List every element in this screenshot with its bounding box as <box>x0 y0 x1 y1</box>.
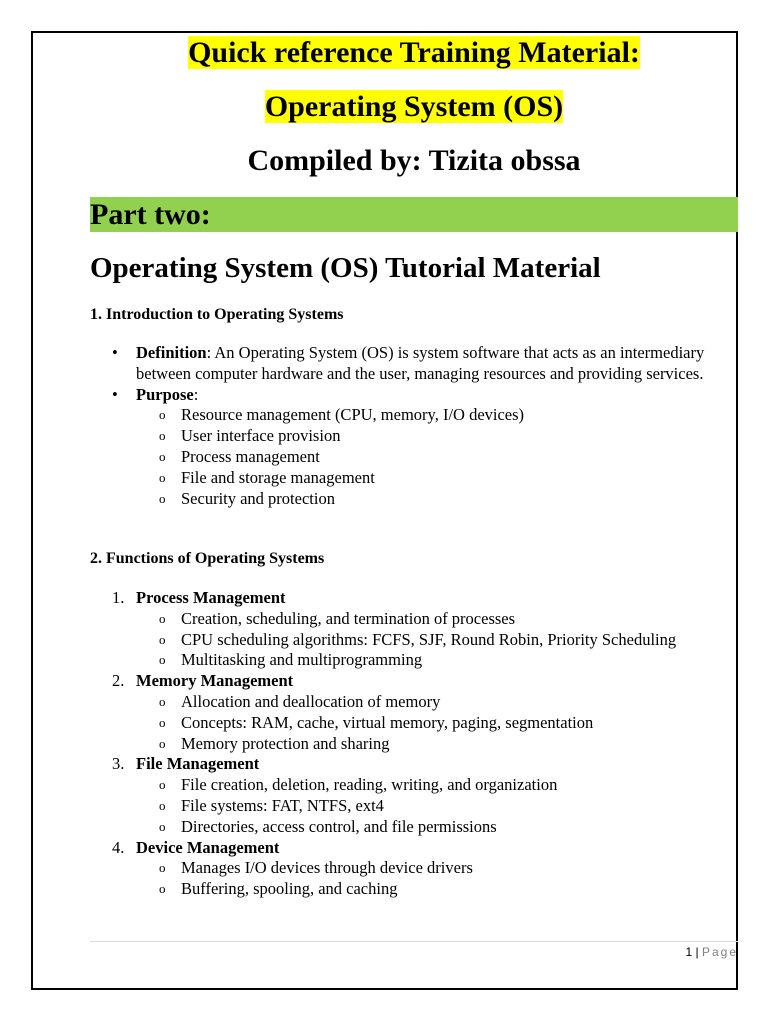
main-title: Operating System (OS) Tutorial Material <box>90 252 601 284</box>
bullet-icon: • <box>112 384 118 404</box>
function-point <box>90 713 738 734</box>
function-item-title-text: Process Management <box>136 588 286 607</box>
function-point-text: Buffering, spooling, and caching <box>181 879 398 899</box>
function-point <box>90 879 738 900</box>
function-item-title <box>90 588 738 609</box>
part-bar <box>90 197 738 232</box>
purpose-point-text: Security and protection <box>181 488 335 508</box>
circle-bullet-icon: o <box>159 610 166 626</box>
function-point-text: File creation, deletion, reading, writing, and organization <box>181 775 558 795</box>
function-item-number: 2. <box>112 671 125 691</box>
page-separator: | <box>692 945 702 959</box>
circle-bullet-icon: o <box>159 714 166 730</box>
purpose-point-text: User interface provision <box>181 426 341 446</box>
function-item-number: 3. <box>112 754 125 774</box>
purpose-point <box>90 468 738 489</box>
circle-bullet-icon: o <box>159 428 166 444</box>
circle-bullet-icon: o <box>159 881 166 897</box>
circle-bullet-icon: o <box>159 448 166 464</box>
function-point <box>90 734 738 755</box>
purpose-item <box>90 385 738 406</box>
purpose-point <box>90 426 738 447</box>
part-label: Part two: <box>90 198 211 231</box>
purpose-point-text: Process management <box>181 446 320 466</box>
section1-list <box>90 343 738 509</box>
circle-bullet-icon: o <box>159 797 166 813</box>
circle-bullet-icon: o <box>159 818 166 834</box>
function-point-text: File systems: FAT, NTFS, ext4 <box>181 795 384 815</box>
function-point-text: Memory protection and sharing <box>181 733 390 753</box>
doc-title-line2 <box>90 88 738 126</box>
circle-bullet-icon: o <box>159 652 166 668</box>
purpose-term: Purpose <box>136 384 194 404</box>
function-point-text: Manages I/O devices through device drivers <box>181 858 473 878</box>
section2-heading: 2. Functions of Operating Systems <box>90 550 325 567</box>
section2-list <box>90 588 738 900</box>
doc-title-line1-text: Quick reference Training Material: <box>188 36 640 69</box>
circle-bullet-icon: o <box>159 631 166 647</box>
circle-bullet-icon: o <box>159 490 166 506</box>
function-point-text: Concepts: RAM, cache, virtual memory, paging, segmentation <box>181 712 594 732</box>
purpose-point <box>90 489 738 510</box>
circle-bullet-icon: o <box>159 777 166 793</box>
function-item-number: 4. <box>112 837 125 857</box>
definition-text: : An Operating System (OS) is system software that acts as an intermediary between computer hardware and the user, managing resources and providing services. <box>136 343 705 383</box>
function-item-number: 1. <box>112 588 125 607</box>
function-point-text: Multitasking and multiprogramming <box>181 650 423 670</box>
doc-title-line2-text: Operating System (OS) <box>264 90 564 123</box>
function-item-title <box>90 838 738 859</box>
doc-title-line1 <box>90 34 738 72</box>
function-point <box>90 796 738 817</box>
function-point <box>90 650 738 671</box>
definition-item <box>90 343 716 385</box>
purpose-point <box>90 405 738 426</box>
function-item-title <box>90 671 738 692</box>
function-point <box>90 609 738 630</box>
purpose-colon: : <box>193 384 199 404</box>
function-point <box>90 817 738 838</box>
definition-term: Definition <box>136 343 207 362</box>
function-point-text: Allocation and deallocation of memory <box>181 691 441 711</box>
page-number: 1 <box>685 945 693 959</box>
section1-heading: 1. Introduction to Operating Systems <box>90 306 344 323</box>
function-point <box>90 775 738 796</box>
compiled-by: Compiled by: Tizita obssa <box>247 144 581 177</box>
page-label: Page <box>701 945 738 959</box>
purpose-point-text: File and storage management <box>181 467 375 487</box>
footer-divider <box>90 941 738 942</box>
function-item-title-text: File Management <box>136 754 260 774</box>
function-point-text: Directories, access control, and file permissions <box>181 816 497 836</box>
purpose-point <box>90 447 738 468</box>
page-footer <box>658 942 738 962</box>
circle-bullet-icon: o <box>159 407 166 423</box>
bullet-icon: • <box>112 343 118 362</box>
function-item-title-text: Memory Management <box>136 671 294 691</box>
purpose-point-text: Resource management (CPU, memory, I/O devices) <box>181 405 525 425</box>
function-item-title-text: Device Management <box>136 837 280 857</box>
circle-bullet-icon: o <box>159 860 166 876</box>
function-point <box>90 692 738 713</box>
circle-bullet-icon: o <box>159 735 166 751</box>
function-item-title <box>90 754 738 775</box>
function-point <box>90 630 738 651</box>
circle-bullet-icon: o <box>159 693 166 709</box>
function-point-text: Creation, scheduling, and termination of processes <box>181 608 516 628</box>
function-point-text: CPU scheduling algorithms: FCFS, SJF, Round Robin, Priority Scheduling <box>181 629 677 649</box>
function-point <box>90 858 738 879</box>
circle-bullet-icon: o <box>159 469 166 485</box>
